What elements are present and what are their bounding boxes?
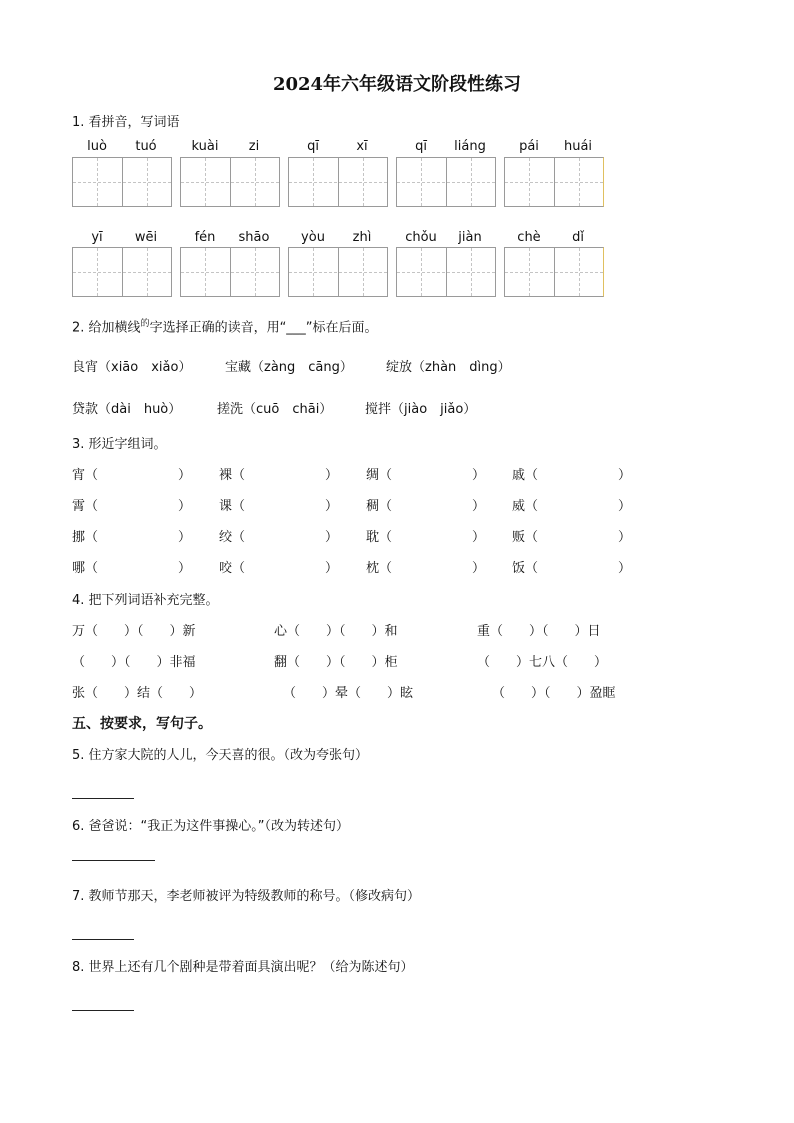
answer-line[interactable] <box>72 1010 134 1011</box>
pinyin: tuó <box>135 139 157 154</box>
char-open: 哪（ <box>72 561 99 576</box>
idiom-item[interactable]: （ ）晕（ ）眩 <box>283 686 414 701</box>
char-open: 贩（ <box>512 530 539 545</box>
pinyin: chè <box>517 230 541 245</box>
question-4-label: 4. 把下列词语补充完整。 <box>72 593 219 608</box>
pronunciation-item: 宝藏（zàng cāng） <box>225 360 353 375</box>
pinyin: shāo <box>238 230 270 245</box>
pinyin: kuài <box>191 139 219 154</box>
idiom-item[interactable]: 张（ ）结（ ） <box>72 686 203 701</box>
idiom-item[interactable]: （ ）（ ）盈眶 <box>492 686 616 701</box>
char-open: 饭（ <box>512 561 539 576</box>
writing-box[interactable] <box>504 247 604 297</box>
question-3-label: 3. 形近字组词。 <box>72 437 167 452</box>
writing-box[interactable] <box>72 247 172 297</box>
pinyin: luò <box>87 139 107 154</box>
char-open: 宵（ <box>72 468 99 483</box>
question-2-label <box>72 316 378 335</box>
char-open: 戚（ <box>512 468 539 483</box>
idiom-item[interactable]: 万（ ）（ ）新 <box>72 624 196 639</box>
question-7-label: 7. 教师节那天，李老师被评为特级教师的称号。（修改病句） <box>72 889 421 904</box>
pinyin: liáng <box>454 139 486 154</box>
question-2-label-pre: 2. 给加横线 <box>72 320 141 336</box>
writing-box[interactable] <box>504 157 604 207</box>
char-open: 霄（ <box>72 499 99 514</box>
pronunciation-item: 搓洗（cuō chāi） <box>217 402 333 417</box>
char-close[interactable]: ） <box>472 530 486 545</box>
answer-line[interactable] <box>72 798 134 799</box>
char-close[interactable]: ） <box>325 561 339 576</box>
question-1-label: 1. 看拼音，写词语 <box>72 115 180 130</box>
pinyin: qī <box>415 139 427 154</box>
pronunciation-item: 绽放（zhàn dìng） <box>386 360 511 375</box>
pinyin: pái <box>519 139 539 154</box>
char-open: 课（ <box>219 499 246 514</box>
char-close[interactable]: ） <box>472 468 486 483</box>
question-8-label: 8. 世界上还有几个剧种是带着面具演出呢？（给为陈述句） <box>72 960 414 975</box>
answer-line[interactable] <box>72 860 155 861</box>
char-close[interactable]: ） <box>472 499 486 514</box>
section-5-heading: 五、按要求，写句子。 <box>72 716 212 732</box>
question-6-label: 6. 爸爸说：“我正为这件事操心。”（改为转述句） <box>72 819 350 834</box>
question-2-label-post: 字选择正确的读音，用“___”标在后面。 <box>149 320 378 336</box>
idiom-item[interactable]: （ ）七八（ ） <box>477 655 608 670</box>
char-open: 耽（ <box>366 530 393 545</box>
char-open: 挪（ <box>72 530 99 545</box>
pinyin: zhì <box>352 230 372 245</box>
pinyin: yòu <box>301 230 325 245</box>
char-open: 枕（ <box>366 561 393 576</box>
char-close[interactable]: ） <box>178 530 192 545</box>
pinyin: huái <box>563 139 593 154</box>
writing-box[interactable] <box>288 157 388 207</box>
char-close[interactable]: ） <box>178 468 192 483</box>
char-close[interactable]: ） <box>325 468 339 483</box>
char-open: 绸（ <box>366 468 393 483</box>
question-2-label-dot: 的 <box>140 319 150 329</box>
page-title: 2024年六年级语文阶段性练习 <box>272 74 522 95</box>
pinyin: xī <box>356 139 368 154</box>
char-close[interactable]: ） <box>618 468 632 483</box>
char-open: 稠（ <box>366 499 393 514</box>
char-close[interactable]: ） <box>472 561 486 576</box>
char-close[interactable]: ） <box>618 561 632 576</box>
pinyin: dǐ <box>572 230 584 245</box>
pronunciation-item: 搅拌（jiào jiǎo） <box>365 402 477 417</box>
writing-box[interactable] <box>180 247 280 297</box>
char-close[interactable]: ） <box>618 530 632 545</box>
idiom-item[interactable]: （ ）（ ）非福 <box>72 655 196 670</box>
char-open: 威（ <box>512 499 539 514</box>
writing-box[interactable] <box>396 247 496 297</box>
pinyin: wēi <box>134 230 158 245</box>
answer-line[interactable] <box>72 939 134 940</box>
idiom-item[interactable]: 心（ ）（ ）和 <box>274 624 398 639</box>
pinyin: chǒu <box>405 230 437 245</box>
idiom-item[interactable]: 翻（ ）（ ）柜 <box>274 655 398 670</box>
pinyin: qī <box>307 139 319 154</box>
writing-box[interactable] <box>72 157 172 207</box>
char-close[interactable]: ） <box>325 499 339 514</box>
pronunciation-item: 良宵（xiāo xiǎo） <box>72 360 192 375</box>
char-close[interactable]: ） <box>178 499 192 514</box>
char-open: 绞（ <box>219 530 246 545</box>
pinyin: yī <box>91 230 103 245</box>
char-close[interactable]: ） <box>178 561 192 576</box>
pinyin: zi <box>248 139 260 154</box>
char-open: 咬（ <box>219 561 246 576</box>
pinyin-row-2 <box>72 230 612 244</box>
pinyin: fén <box>194 230 216 245</box>
question-5-label: 5. 住方家大院的人儿，今天喜的很。（改为夸张句） <box>72 748 369 763</box>
pronunciation-item: 贷款（dài huò） <box>72 402 182 417</box>
idiom-item[interactable]: 重（ ）（ ）日 <box>477 624 601 639</box>
char-close[interactable]: ） <box>618 499 632 514</box>
writing-box[interactable] <box>288 247 388 297</box>
writing-box[interactable] <box>180 157 280 207</box>
pinyin: jiàn <box>458 230 482 245</box>
writing-box[interactable] <box>396 157 496 207</box>
pinyin-row-1 <box>72 139 612 153</box>
char-close[interactable]: ） <box>325 530 339 545</box>
char-open: 裸（ <box>219 468 246 483</box>
